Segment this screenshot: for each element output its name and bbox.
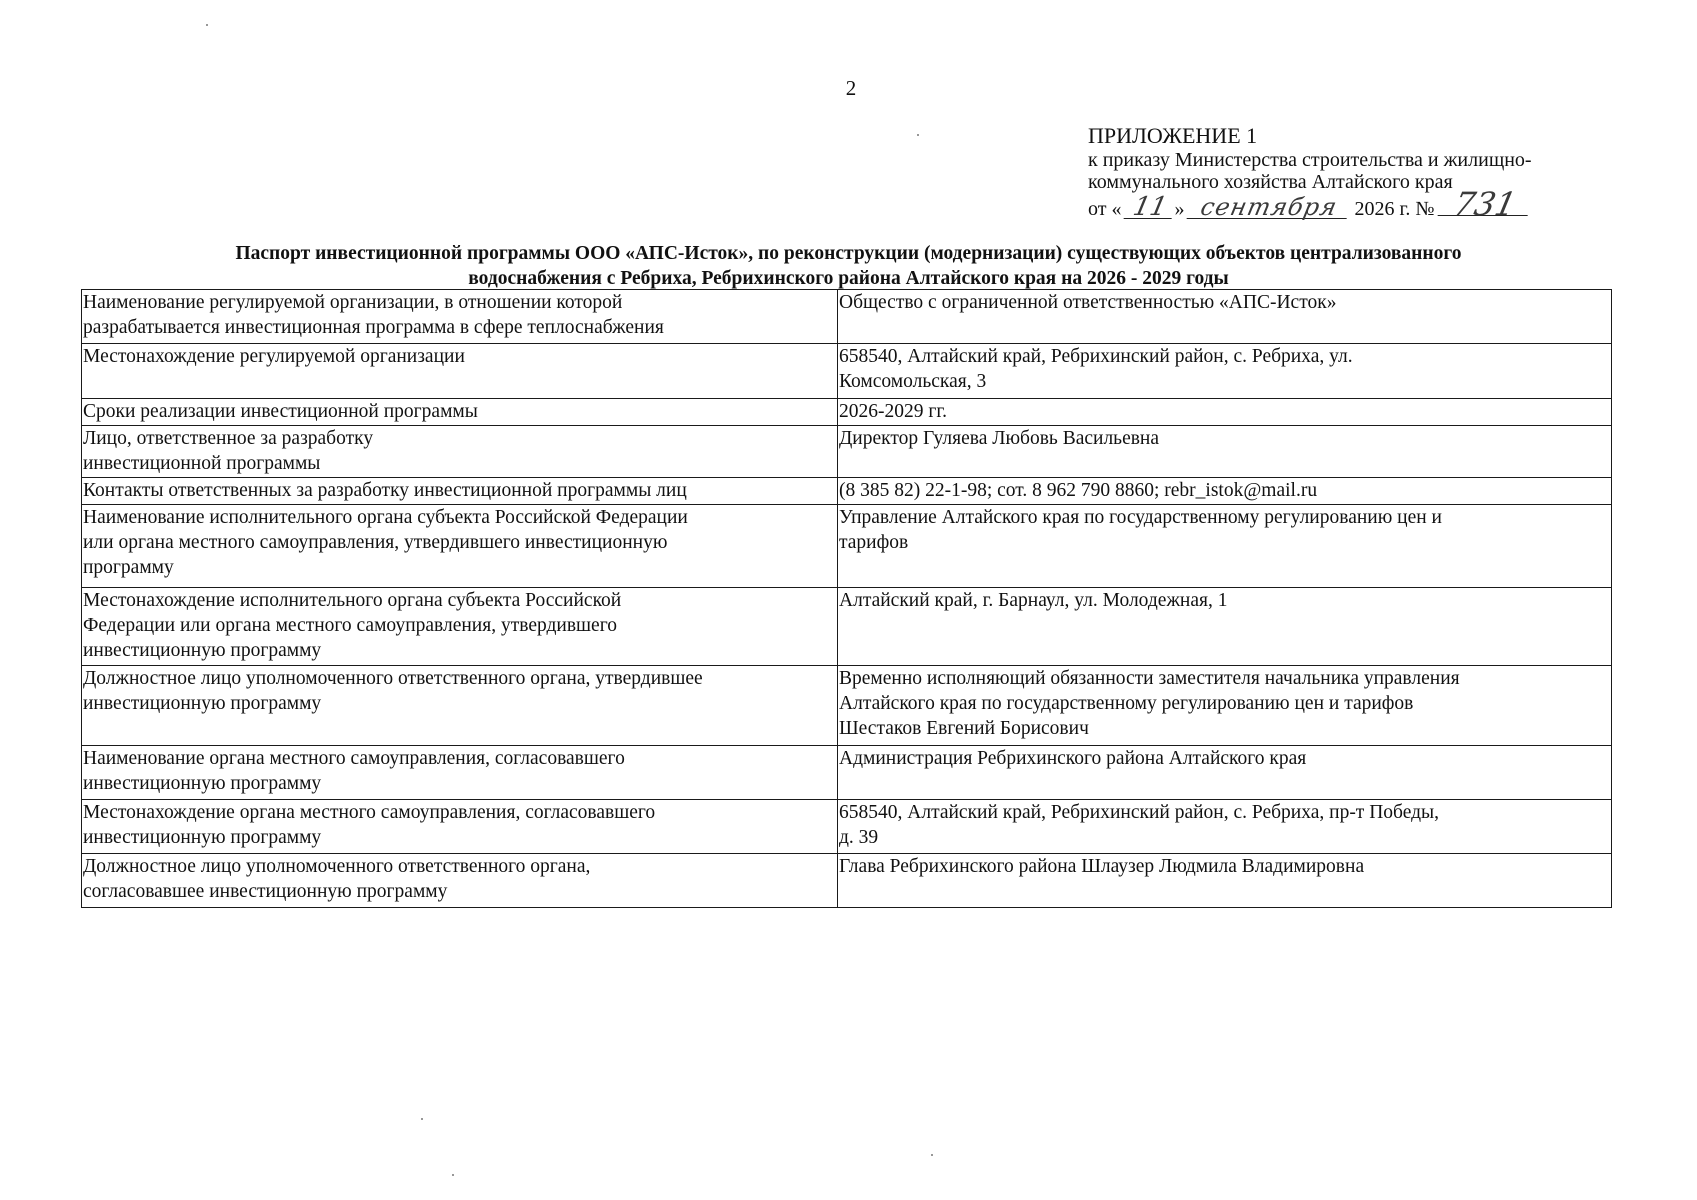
document-title bbox=[80, 241, 1617, 291]
appendix-order-line-1: к приказу Министерства строительства и жилищно- bbox=[1088, 149, 1532, 171]
row-value: Директор Гуляева Любовь Васильевна bbox=[838, 426, 1612, 478]
passport-table-body bbox=[82, 290, 1612, 908]
date-quote-close: » bbox=[1174, 198, 1185, 220]
row-label: Местонахождение органа местного самоуправления, согласовавшего инвестиционную программу bbox=[82, 800, 838, 854]
scan-speck bbox=[917, 134, 919, 136]
table-row bbox=[82, 854, 1612, 908]
scan-speck bbox=[931, 1154, 933, 1156]
handwritten-day: 11 bbox=[1124, 196, 1177, 219]
row-label: Лицо, ответственное за разработку инвестиционной программы bbox=[82, 426, 838, 478]
table-row bbox=[82, 800, 1612, 854]
row-label: Местонахождение регулируемой организации bbox=[82, 344, 838, 399]
document-title-line-1: Паспорт инвестиционной программы ООО «АПС-Исток», по реконструкции (модернизации) существующих объектов централизованного bbox=[235, 243, 1462, 264]
row-value: 2026-2029 гг. bbox=[838, 399, 1612, 426]
table-row bbox=[82, 290, 1612, 344]
row-value: Общество с ограниченной ответственностью «АПС-Исток» bbox=[838, 290, 1612, 344]
scan-speck bbox=[206, 24, 208, 26]
appendix-header bbox=[1088, 123, 1648, 223]
date-year: 2026 г. № bbox=[1354, 198, 1435, 220]
table-row bbox=[82, 588, 1612, 666]
table-row bbox=[82, 746, 1612, 800]
scan-speck bbox=[452, 1174, 454, 1176]
row-value: 658540, Алтайский край, Ребрихинский район, с. Ребриха, ул. Комсомольская, 3 bbox=[838, 344, 1612, 399]
appendix-title: ПРИЛОЖЕНИЕ 1 bbox=[1088, 123, 1258, 148]
row-value: Администрация Ребрихинского района Алтайского края bbox=[838, 746, 1612, 800]
row-value: Глава Ребрихинского района Шлаузер Людмила Владимировна bbox=[838, 854, 1612, 908]
table-row bbox=[82, 399, 1612, 426]
table-row bbox=[82, 426, 1612, 478]
table-row bbox=[82, 666, 1612, 746]
row-label: Наименование исполнительного органа субъекта Российской Федерации или органа местного самоуправления, утвердившего инвестиционную программу bbox=[82, 505, 838, 588]
appendix-order-line-2: коммунального хозяйства Алтайского края bbox=[1088, 171, 1453, 193]
handwritten-month: сентября bbox=[1187, 196, 1352, 219]
row-label: Наименование регулируемой организации, в отношении которой разрабатывается инвестиционная программа в сфере теплоснабжения bbox=[82, 290, 838, 344]
row-label: Должностное лицо уполномоченного ответственного органа, согласовавшее инвестиционную программу bbox=[82, 854, 838, 908]
handwritten-order-number: 731 bbox=[1437, 193, 1532, 216]
row-label: Контакты ответственных за разработку инвестиционной программы лиц bbox=[82, 478, 838, 505]
row-label: Местонахождение исполнительного органа субъекта Российской Федерации или органа местного самоуправления, утвердившего инвестиционную программу bbox=[82, 588, 838, 666]
row-label: Наименование органа местного самоуправления, согласовавшего инвестиционную программу bbox=[82, 746, 838, 800]
page-number: 2 bbox=[845, 76, 857, 100]
row-value: Алтайский край, г. Барнаул, ул. Молодежная, 1 bbox=[838, 588, 1612, 666]
appendix-date-line bbox=[1088, 185, 1648, 223]
document-title-line-2: водоснабжения с Ребриха, Ребрихинского района Алтайского края на 2026 - 2029 годы bbox=[468, 268, 1229, 289]
row-value: (8 385 82) 22-1-98; сот. 8 962 790 8860; rebr_istok@mail.ru bbox=[838, 478, 1612, 505]
row-label: Должностное лицо уполномоченного ответственного органа, утвердившее инвестиционную программу bbox=[82, 666, 838, 746]
scan-speck bbox=[421, 1118, 423, 1120]
row-label: Сроки реализации инвестиционной программы bbox=[82, 399, 838, 426]
row-value: 658540, Алтайский край, Ребрихинский район, с. Ребриха, пр-т Победы, д. 39 bbox=[838, 800, 1612, 854]
table-row bbox=[82, 505, 1612, 588]
passport-table bbox=[81, 289, 1612, 908]
date-prefix: от « bbox=[1088, 198, 1122, 220]
table-row bbox=[82, 344, 1612, 399]
table-row bbox=[82, 478, 1612, 505]
row-value: Временно исполняющий обязанности заместителя начальника управления Алтайского края по государственному регулированию цен и тарифов Шестаков Евгений Борисович bbox=[838, 666, 1612, 746]
row-value: Управление Алтайского края по государственному регулированию цен и тарифов bbox=[838, 505, 1612, 588]
